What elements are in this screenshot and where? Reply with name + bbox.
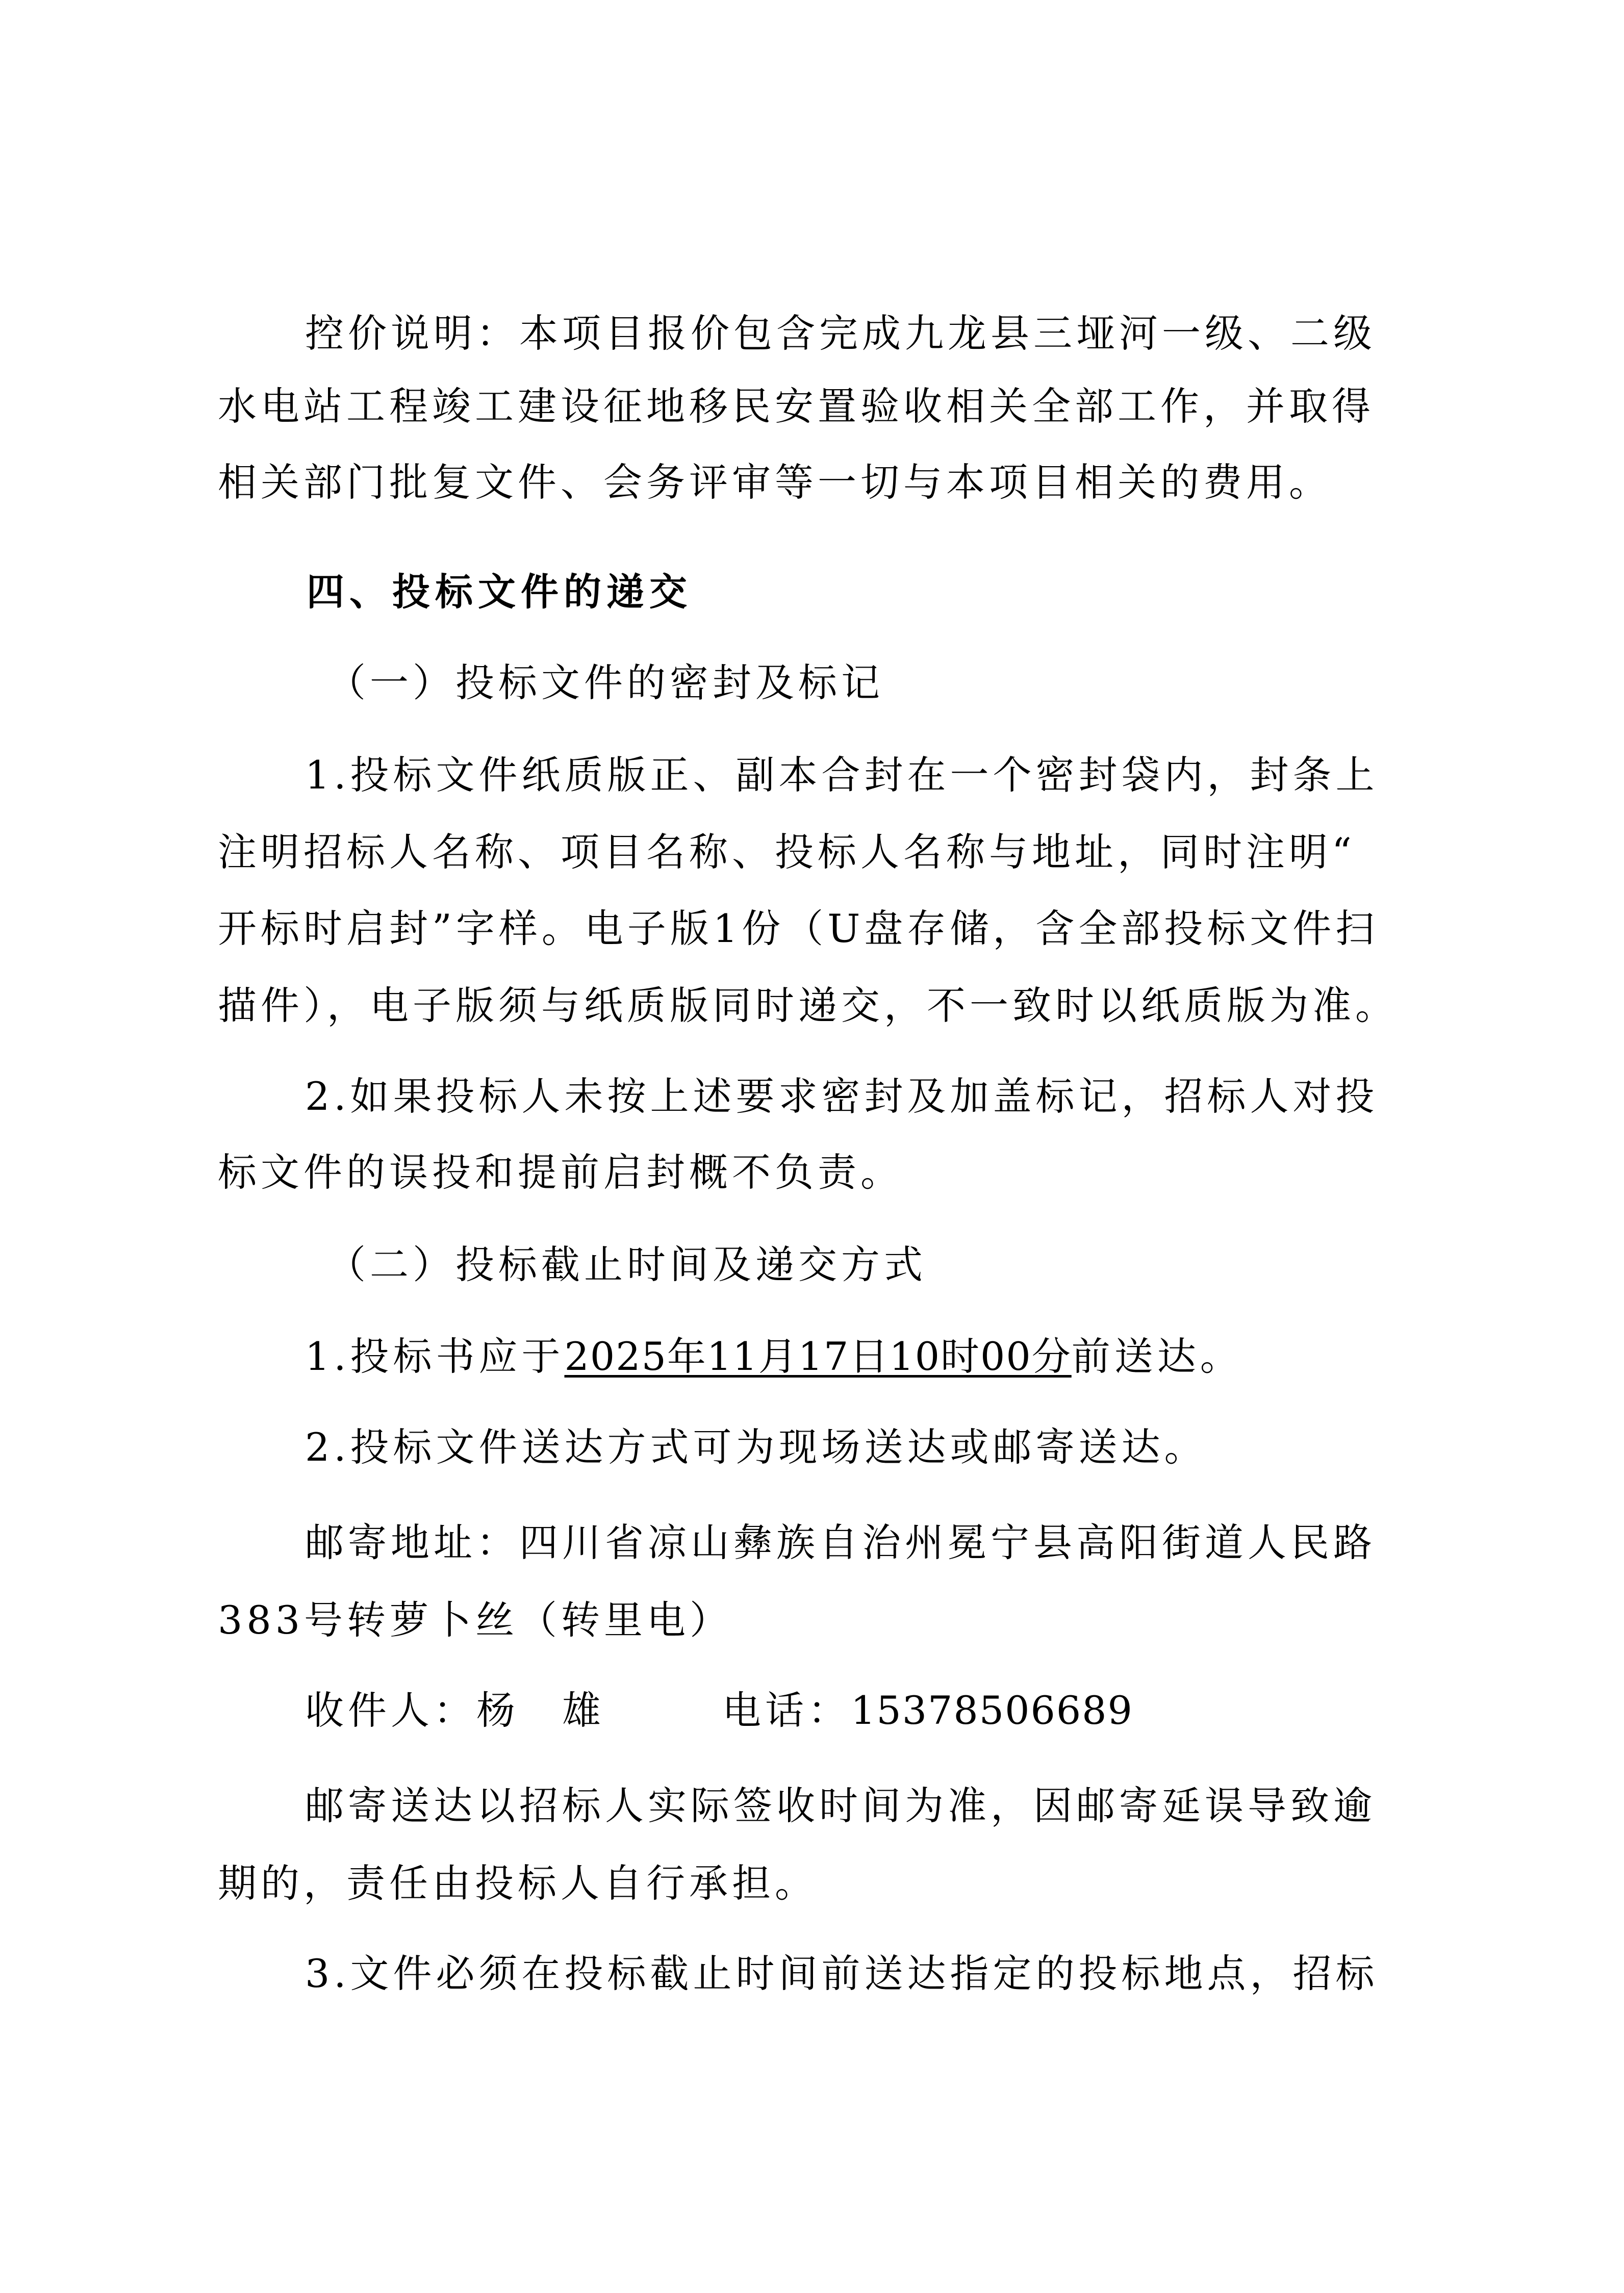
- price-note-line-2: 水电站工程竣工建设征地移民安置验收相关全部工作，并取得: [218, 384, 1375, 429]
- phone-number: 15378506689: [851, 1688, 1133, 1733]
- sub2-item1-suffix: 前送达。: [1071, 1334, 1243, 1379]
- sub2-item1-line: [305, 1321, 1243, 1392]
- section-heading: 四、投标文件的递交: [307, 570, 692, 614]
- sub1-item1-line-3: 开标时启封”字样。电子版1份（U盘存储，含全部投标文件扫: [218, 906, 1379, 951]
- price-note-line-1: 控价说明：本项目报价包含完成九龙县三垭河一级、二级: [305, 311, 1376, 356]
- subsection-2-heading: （二）投标截止时间及递交方式: [327, 1242, 927, 1287]
- recipient-line: [305, 1675, 1133, 1746]
- mail-note-line-2: 期的，责任由投标人自行承担。: [218, 1861, 818, 1906]
- mailing-address-line-2: 383号转萝卜丝（转里电）: [218, 1597, 733, 1643]
- mailing-address-line-1: 邮寄地址：四川省凉山彝族自治州冕宁县高阳街道人民路: [305, 1520, 1376, 1565]
- sub1-item1-line-4: 描件），电子版须与纸质版同时递交，不一致时以纸质版为准。: [218, 983, 1398, 1028]
- price-note-line-3: 相关部门批复文件、会务评审等一切与本项目相关的费用。: [218, 460, 1332, 505]
- deadline-datetime: 2025年11月17日10时00分: [564, 1334, 1072, 1379]
- phone-label: 电话：: [722, 1688, 851, 1733]
- sub1-item2-line-2: 标文件的误投和提前启封概不负责。: [218, 1150, 903, 1195]
- sub1-item1-line-1: 1.投标文件纸质版正、副本合封在一个密封袋内，封条上: [305, 752, 1379, 798]
- sub1-item2-line-1: 2.如果投标人未按上述要求密封及加盖标记，招标人对投: [305, 1074, 1379, 1119]
- sub2-item2-line: 2.投标文件送达方式可为现场送达或邮寄送达。: [305, 1424, 1207, 1470]
- recipient-label: 收件人：: [305, 1688, 476, 1733]
- subsection-1-heading: （一）投标文件的密封及标记: [327, 660, 884, 705]
- sub1-item1-line-2: 注明招标人名称、项目名称、投标人名称与地址，同时注明“: [218, 829, 1356, 875]
- recipient-name: 杨 雄: [476, 1688, 605, 1733]
- mail-note-line-1: 邮寄送达以招标人实际签收时间为准，因邮寄延误导致逾: [305, 1783, 1376, 1828]
- sub2-item1-prefix: 1.投标书应于: [305, 1334, 565, 1379]
- sub2-item3-line-1: 3.文件必须在投标截止时间前送达指定的投标地点，招标: [305, 1951, 1379, 1996]
